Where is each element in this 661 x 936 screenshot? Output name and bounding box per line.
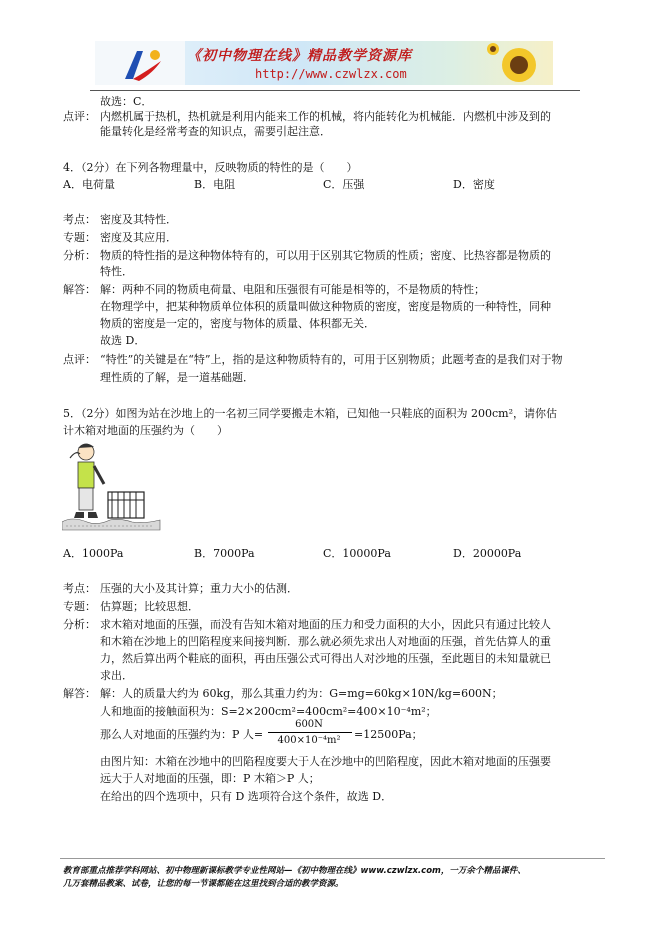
q5-kaodian-label: 考点： bbox=[63, 582, 96, 595]
header-rule bbox=[90, 90, 580, 91]
q5-fenxi-label: 分析： bbox=[63, 618, 96, 631]
q4-option-a: A．电荷量 bbox=[63, 178, 115, 191]
fraction-numerator: 600N bbox=[295, 719, 323, 730]
footer-rule bbox=[60, 858, 605, 859]
q4-fenxi-line: 特性． bbox=[100, 265, 133, 278]
q5-jieda-result: =12500Pa； bbox=[354, 728, 423, 741]
q4-dianping-line: 理性质的了解，是一道基础题． bbox=[100, 371, 254, 384]
q3-comment-line: 能量转化是经常考查的知识点，需要引起注意． bbox=[100, 125, 331, 138]
banner-url[interactable]: http://www.czwlzx.com bbox=[255, 67, 407, 81]
q4-kaodian-label: 考点： bbox=[63, 213, 96, 226]
q4-dianping-label: 点评： bbox=[63, 353, 96, 366]
q4-jieda-label: 解答： bbox=[63, 283, 96, 296]
q5-option-d: D．20000Pa bbox=[453, 547, 522, 560]
q4-stem: 4．（2分）在下列各物理量中，反映物质的特性的是（ ） bbox=[63, 161, 358, 174]
q5-option-c: C．10000Pa bbox=[323, 547, 391, 560]
q5-fenxi-line: 求木箱对地面的压强，而没有告知木箱对地面的压力和受力面积的大小，因此只有通过比较人 bbox=[100, 618, 551, 631]
q5-jieda-line: 由图片知：木箱在沙地中的凹陷程度要大于人在沙地中的凹陷程度，因此木箱对地面的压强要 bbox=[100, 755, 551, 768]
q4-fenxi-label: 分析： bbox=[63, 249, 96, 262]
header-banner bbox=[95, 41, 553, 85]
fraction-denominator: 400×10⁻⁴m² bbox=[277, 735, 341, 746]
q5-option-b: B．7000Pa bbox=[194, 547, 255, 560]
logo-icon bbox=[95, 41, 185, 85]
q5-jieda-line: 那么人对地面的压强约为：P 人= bbox=[100, 728, 264, 741]
q3-comment-line: 内燃机属于热机，热机就是利用内能来工作的机械，将内能转化为机械能．内燃机中涉及到的 bbox=[100, 110, 551, 123]
q5-fenxi-line: 和木箱在沙地上的凹陷程度来间接判断．那么就必须先求出人对地面的压强，首先估算人的重 bbox=[100, 635, 551, 648]
q4-dianping-line: “特性”的关键是在“特”上，指的是这种物质特有的，可用于区别物质；此题考查的是我们对于物 bbox=[100, 353, 563, 366]
q5-jieda-line: 解：人的质量大约为 60kg，那么其重力约为：G=mg=60kg×10N/kg=600N； bbox=[100, 687, 503, 700]
footer-line: 几万套精品教案、试卷，让您的每一节课都能在这里找到合适的教学资源。 bbox=[63, 879, 344, 889]
q5-stem: 计木箱对地面的压强约为（ ） bbox=[63, 424, 228, 437]
q5-zhuanti-label: 专题： bbox=[63, 600, 96, 613]
fraction-bar bbox=[268, 732, 352, 733]
q4-jieda-line: 解：两种不同的物质电荷量、电阻和压强很有可能是相等的，不是物质的特性； bbox=[100, 283, 485, 296]
q5-fenxi-line: 力，然后算出两个鞋底的面积，再由压强公式可得出人对沙地的压强，至此题目的未知量就已 bbox=[100, 652, 551, 665]
q5-fenxi-line: 求出． bbox=[100, 669, 133, 682]
q4-jieda-line: 在物理学中，把某种物质单位体积的质量叫做这种物质的密度，密度是物质的一种特性，同种 bbox=[100, 300, 551, 313]
q5-zhuanti: 估算题；比较思想． bbox=[100, 600, 199, 613]
q5-jieda-line: 在给出的四个选项中，只有 D 选项符合这个条件，故选 D． bbox=[100, 790, 393, 803]
q4-option-d: D．密度 bbox=[453, 178, 495, 191]
q5-jieda-line: 远大于人对地面的压强，即：P 木箱＞P 人； bbox=[100, 772, 320, 785]
q5-jieda-label: 解答： bbox=[63, 687, 96, 700]
q3-comment-label: 点评： bbox=[63, 110, 96, 123]
q4-jieda-line: 故选 D． bbox=[100, 334, 146, 347]
q4-option-c: C．压强 bbox=[323, 178, 365, 191]
q5-stem: 5．（2分）如图为站在沙地上的一名初三同学要搬走木箱，已知他一只鞋底的面积为 200cm²，请你估 bbox=[63, 407, 557, 420]
q3-answer: 故选：C． bbox=[100, 95, 153, 108]
footer bbox=[63, 865, 623, 891]
q4-option-b: B．电阻 bbox=[194, 178, 236, 191]
q5-jieda-line: 人和地面的接触面积为：S=2×200cm²=400cm²=400×10⁻⁴m²； bbox=[100, 705, 437, 718]
person-box-figure bbox=[62, 440, 162, 532]
q5-kaodian: 压强的大小及其计算；重力大小的估测． bbox=[100, 582, 298, 595]
banner-title: 《初中物理在线》精品教学资源库 bbox=[187, 48, 412, 64]
q4-zhuanti-label: 专题： bbox=[63, 231, 96, 244]
q4-fenxi-line: 物质的特性指的是这种物体特有的，可以用于区别其它物质的性质；密度、比热容都是物质的 bbox=[100, 249, 551, 262]
sunflower-icon bbox=[483, 41, 553, 85]
q4-zhuanti: 密度及其应用． bbox=[100, 231, 177, 244]
q4-kaodian: 密度及其特性． bbox=[100, 213, 177, 226]
q4-jieda-line: 物质的密度是一定的，密度与物体的质量、体积都无关． bbox=[100, 317, 375, 330]
footer-line: 教育部重点推荐学科网站、初中物理新课标教学专业性网站—《初中物理在线》www.czwlzx.com，一万余个精品课件、 bbox=[63, 866, 526, 876]
q5-option-a: A．1000Pa bbox=[63, 547, 124, 560]
